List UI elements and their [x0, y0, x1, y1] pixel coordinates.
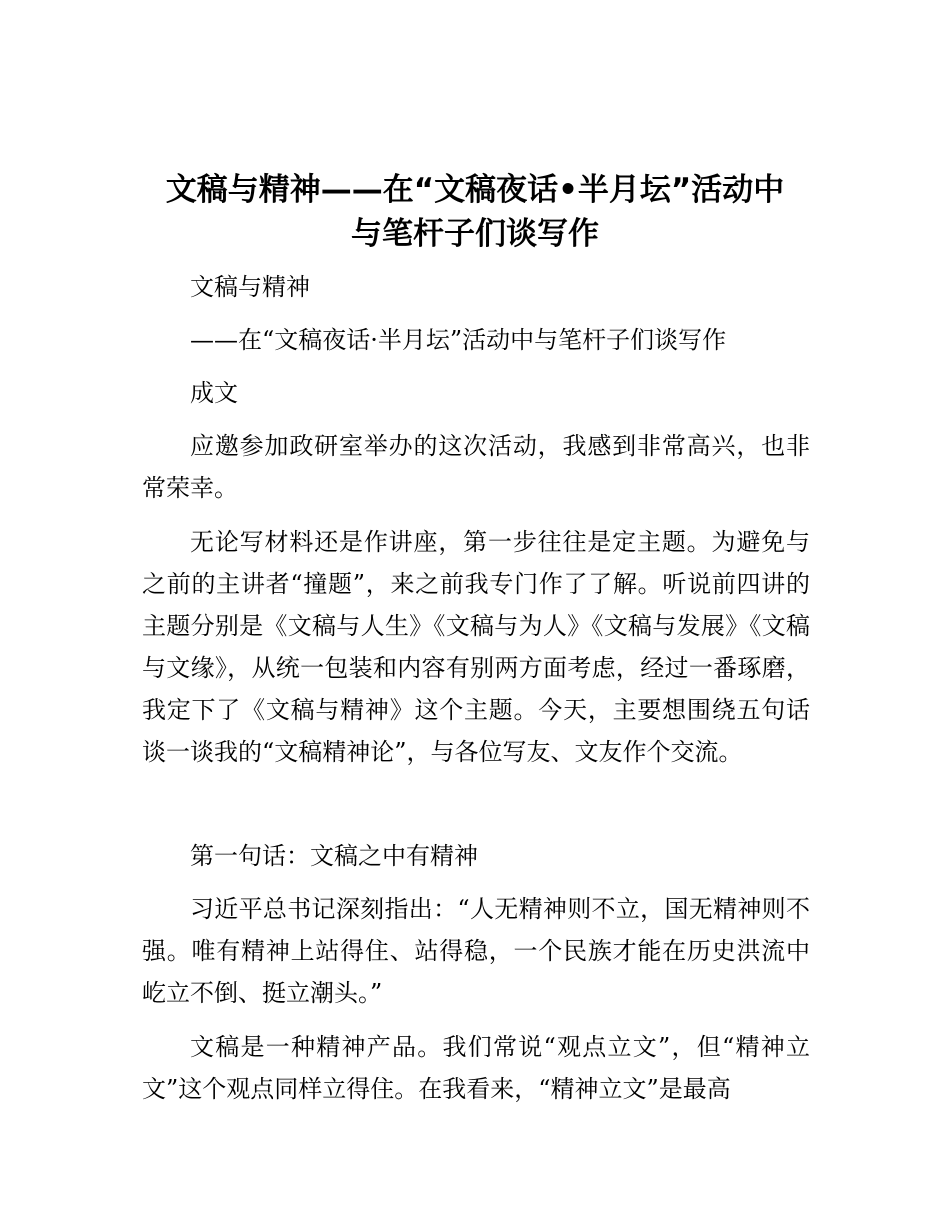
section-heading-first: 第一句话：文稿之中有精神 — [190, 842, 478, 870]
paragraph-spirit: 文稿是一种精神产品。我们常说“观点立文”，但“精神立文”这个观点同样立得住。在我看来，“精神立文”是最高 — [142, 1033, 810, 1103]
subheading-title: 文稿与精神 — [190, 273, 310, 301]
author-name: 成文 — [190, 379, 238, 407]
paragraph-intro: 应邀参加政研室举办的这次活动，我感到非常高兴，也非常荣幸。 — [142, 432, 810, 502]
document-title — [100, 168, 850, 256]
subheading-subtitle: ——在“文稿夜话·半月坛”活动中与笔杆子们谈写作 — [190, 326, 727, 354]
paragraph-topic: 无论写材料还是作讲座，第一步往往是定主题。为避免与之前的主讲者“撞题”，来之前我专门作了了解。听说前四讲的主题分别是《文稿与人生》《文稿与为人》《文稿与发展》《文稿与文缘》，从统一包装和内容有别两方面考虑，经过一番琢磨，我定下了《文稿与精神》这个主题。今天，主要想围绕五句话谈一谈我的“文稿精神论”，与各位写友、文友作个交流。 — [142, 528, 810, 766]
paragraph-quote: 习近平总书记深刻指出：“人无精神则不立，国无精神则不强。唯有精神上站得住、站得稳，一个民族才能在历史洪流中屹立不倒、挺立潮头。” — [142, 895, 810, 1007]
document-title-line-1: 文稿与精神——在“文稿夜话•半月坛”活动中 — [165, 172, 785, 208]
document-title-line-2: 与笔杆子们谈写作 — [351, 216, 599, 252]
